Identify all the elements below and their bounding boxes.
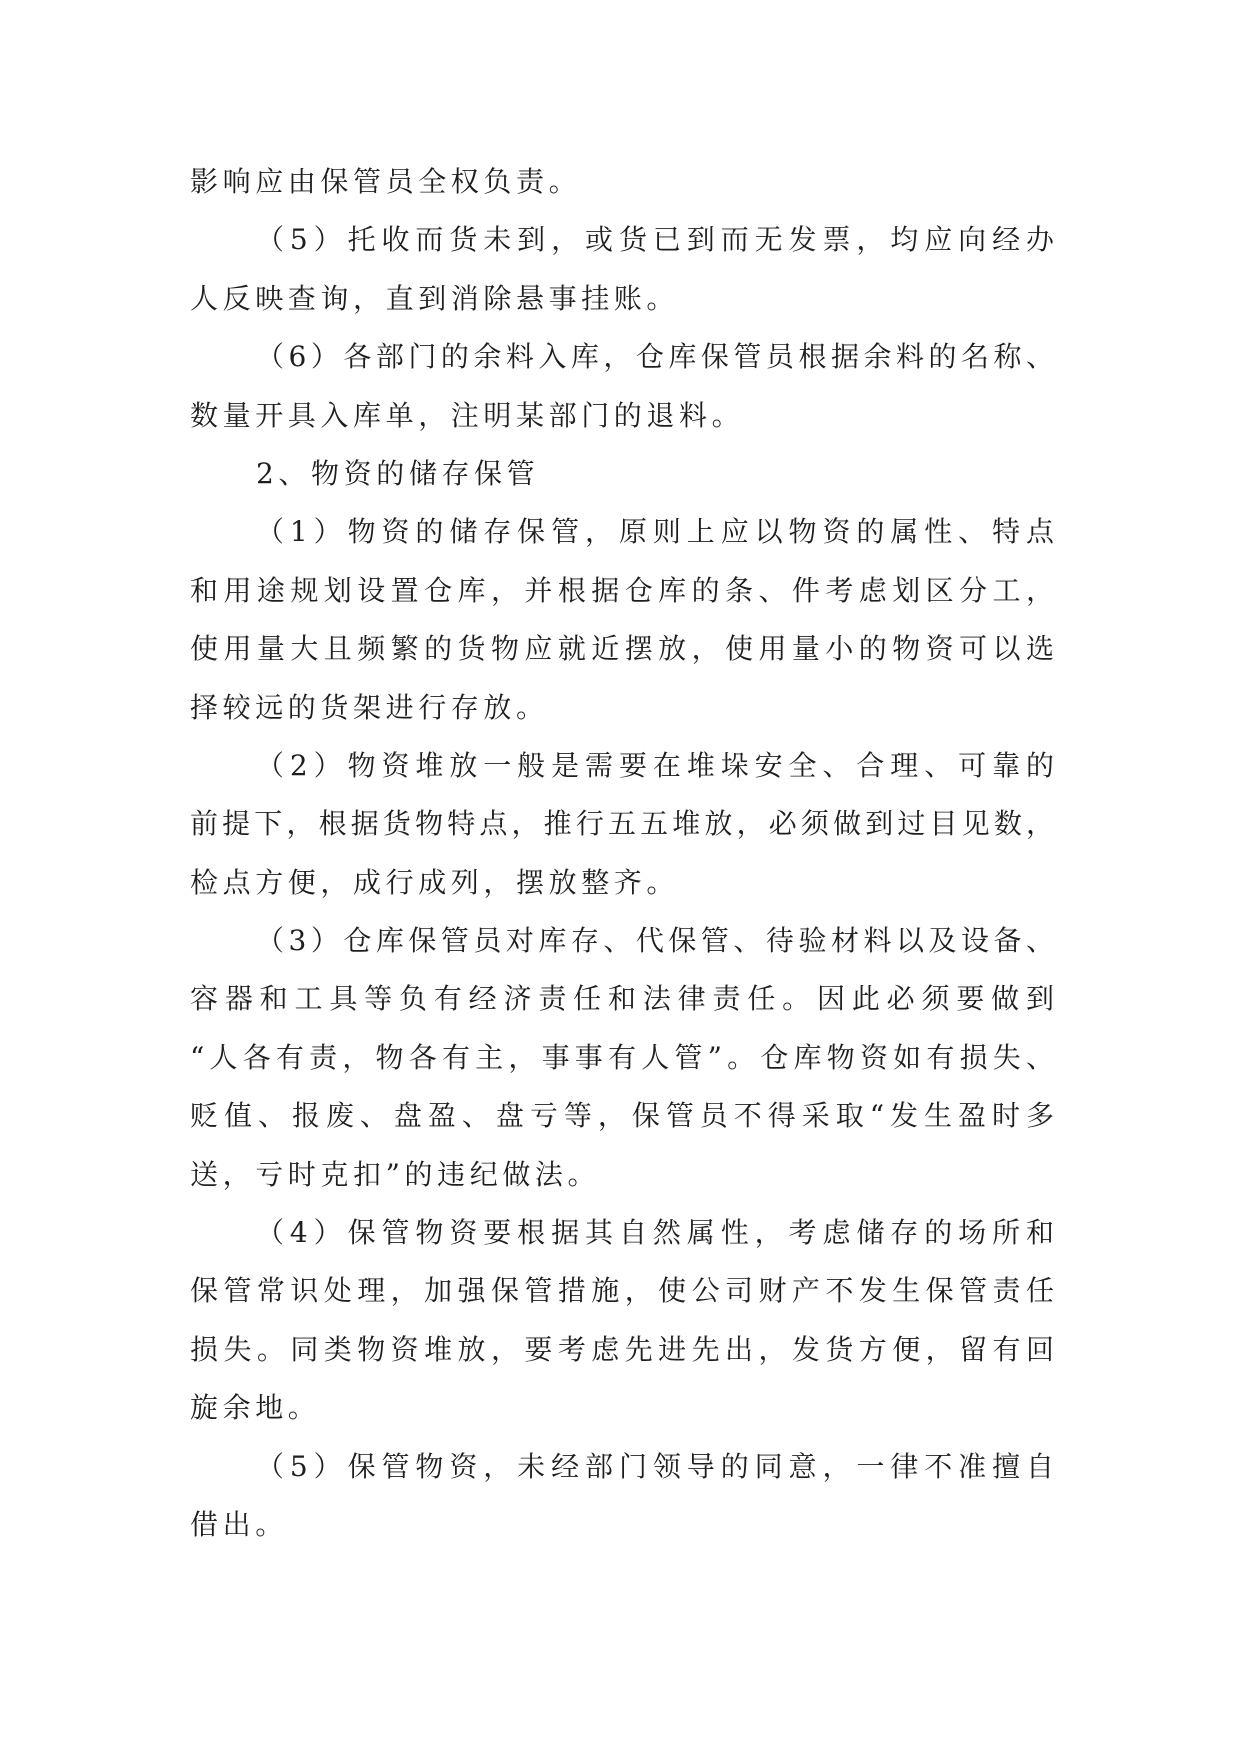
text-line: （6）各部门的余料入库，仓库保管员根据余料的名称、 bbox=[256, 340, 1056, 374]
paragraph-item-6-returns bbox=[190, 328, 1056, 445]
text-line: 择较远的货架进行存放。 bbox=[190, 690, 549, 724]
document-body bbox=[190, 153, 1056, 1554]
text-line: （5）托收而货未到，或货已到而无发票，均应向经办 bbox=[256, 223, 1056, 257]
text-line: （3）仓库保管员对库存、代保管、待验材料以及设备、 bbox=[256, 924, 1056, 958]
paragraph-continuation bbox=[190, 153, 1056, 211]
paragraph-item-5-lending bbox=[190, 1438, 1056, 1555]
text-line: 贬值、报废、盘盈、盘亏等，保管员不得采取“发生盈时多 bbox=[190, 1099, 1056, 1133]
text-line: 和用途规划设置仓库，并根据仓库的条、件考虑划区分工， bbox=[190, 573, 1056, 607]
text-line: 送，亏时克扣”的违纪做法。 bbox=[190, 1157, 601, 1191]
text-line: （4）保管物资要根据其自然属性，考虑储存的场所和 bbox=[256, 1216, 1056, 1250]
text-line: 检点方便，成行成列，摆放整齐。 bbox=[190, 865, 680, 899]
text-line: “人各有责，物各有主，事事有人管”。仓库物资如有损失、 bbox=[190, 1040, 1056, 1074]
text-line: 前提下，根据货物特点，推行五五堆放，必须做到过目见数， bbox=[190, 807, 1056, 841]
text-line: （2）物资堆放一般是需要在堆垛安全、合理、可靠的 bbox=[256, 748, 1056, 782]
text-line: 借出。 bbox=[190, 1507, 288, 1541]
paragraph-item-3-responsibility bbox=[190, 912, 1056, 1204]
paragraph-item-2-stacking bbox=[190, 737, 1056, 912]
text-line: 数量开具入库单，注明某部门的退料。 bbox=[190, 398, 745, 432]
text-line: 旋余地。 bbox=[190, 1391, 321, 1425]
text-line: （5）保管物资，未经部门领导的同意，一律不准擅自 bbox=[256, 1449, 1056, 1483]
paragraph-item-4-custody bbox=[190, 1204, 1056, 1438]
text-line: 损失。同类物资堆放，要考虑先进先出，发货方便，留有回 bbox=[190, 1332, 1056, 1366]
paragraph-item-5-consignment bbox=[190, 211, 1056, 328]
section-heading bbox=[190, 445, 1056, 503]
section-heading-text: 2、物资的储存保管 bbox=[256, 456, 540, 490]
text-line: 影响应由保管员全权负责。 bbox=[190, 165, 582, 198]
text-line: 容器和工具等负有经济责任和法律责任。因此必须要做到 bbox=[190, 982, 1056, 1016]
text-line: 使用量大且频繁的货物应就近摆放，使用量小的物资可以选 bbox=[190, 632, 1056, 666]
text-line: 人反映查询，直到消除悬事挂账。 bbox=[190, 281, 680, 315]
text-line: （1）物资的储存保管，原则上应以物资的属性、特点 bbox=[256, 515, 1056, 549]
text-line: 保管常识处理，加强保管措施，使公司财产不发生保管责任 bbox=[190, 1274, 1056, 1308]
paragraph-item-1-storage bbox=[190, 503, 1056, 737]
